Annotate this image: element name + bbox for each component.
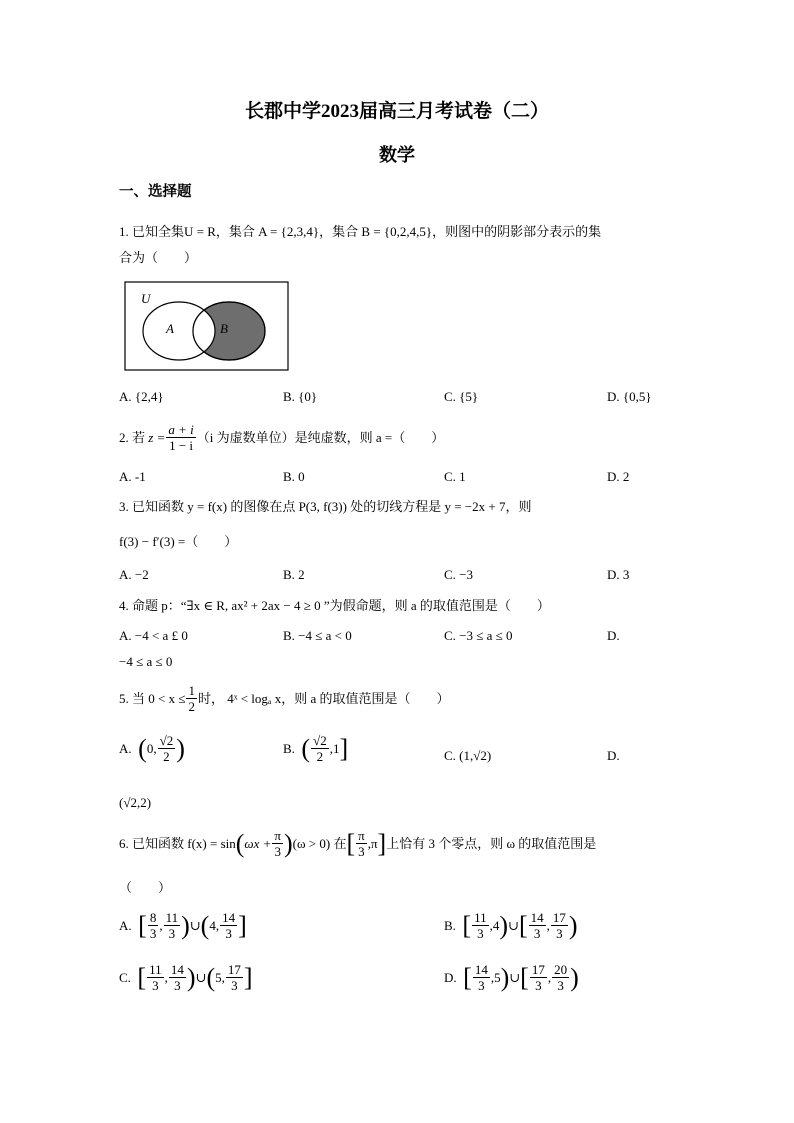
- q6-d-frac3: [530, 962, 547, 993]
- q6-c-p3: 5,: [215, 969, 225, 985]
- q6-d-n1: 14: [474, 962, 488, 977]
- q6-range-frac-num: π: [358, 828, 365, 843]
- q6-option-a-label: A.: [119, 917, 132, 933]
- q1-stem-line1: 1. 已知全集U = R，集合 A = {2,3,4}，集合 B = {0,2,4,5}，则图中的阴影部分表示的集: [119, 224, 602, 239]
- q5-option-d-value: (√2,2): [119, 795, 152, 810]
- venn-label-b: B: [220, 321, 228, 336]
- q5-option-d-label: D.: [607, 748, 620, 763]
- q6-option-d: D. [ $\frac{14}{3}$ ,5 ) ∪ [ $\frac{17}{3}$ , $\frac{20}{3}$ ): [444, 962, 579, 993]
- q2-z: z =: [148, 429, 166, 445]
- q6-c-frac3: [226, 962, 243, 993]
- q6-b-n3: 14: [530, 910, 544, 925]
- q1-option-b: B. {0}: [283, 389, 318, 404]
- q2-fraction: [166, 422, 195, 453]
- q3-stem-line1: 3. 已知函数 y = f(x) 的图像在点 P(3, f(3)) 处的切线方程是 y = −2x + 7，则: [119, 499, 532, 514]
- q6-range-frac-den: 3: [358, 844, 365, 859]
- q6-option-b-label: B.: [444, 917, 456, 933]
- q6-option-c: C. [ $\frac{11}{3}$ , $\frac{14}{3}$ ) ∪ ( 5, $\frac{17}{3}$ ]: [119, 962, 253, 993]
- q2-option-b: B. 0: [283, 469, 305, 484]
- q6-a-frac3: [220, 910, 237, 941]
- q6-a-n3: 14: [222, 910, 236, 925]
- q6-inner: ωx +: [244, 835, 272, 851]
- q6-d-frac1: [473, 962, 490, 993]
- q2-frac-den: 1 − i: [169, 438, 194, 453]
- q6-c-n2: 14: [170, 962, 184, 977]
- q6-stem-line2: （ ）: [119, 880, 172, 895]
- q2-option-a: A. -1: [119, 469, 146, 484]
- q6-d-d4: 3: [557, 978, 564, 993]
- q6-a-d3: 3: [225, 926, 232, 941]
- q1-option-d: D. {0,5}: [607, 389, 652, 404]
- q2-option-c: C. 1: [444, 469, 466, 484]
- q5-option-c: C. (1,√2): [444, 748, 492, 763]
- q6-suffix: 上恰有 3 个零点，则 ω 的取值范围是: [386, 835, 597, 851]
- q2-stem: [119, 422, 444, 453]
- q6-a-d1: 3: [149, 926, 157, 941]
- q6-b-n4: 17: [552, 910, 566, 925]
- q6-range-frac: [356, 828, 367, 859]
- q3-option-d: D. 3: [607, 567, 630, 582]
- q5-option-a-pre: 0,: [146, 740, 157, 756]
- q1-option-c: C. {5}: [444, 389, 479, 404]
- q4-option-a: A. −4 < a £ 0: [119, 628, 188, 643]
- q5-option-a-num: √2: [159, 733, 174, 748]
- q6-b-p2: ,4: [489, 917, 500, 933]
- q1-stem-line2: 合为（ ）: [119, 250, 198, 265]
- q4-option-c: C. −3 ≤ a ≤ 0: [444, 628, 513, 643]
- q5-frac-den: 2: [188, 699, 195, 714]
- q5-option-b-label: B.: [283, 740, 295, 756]
- q6-d-d3: 3: [535, 978, 542, 993]
- q5-fraction: [186, 683, 197, 714]
- q2-frac-num: a + i: [168, 422, 194, 437]
- q6-d-n4: 20: [554, 962, 568, 977]
- q6-inner-frac: [272, 828, 283, 859]
- q5-suffix: 时， 4ˣ < logₐ x，则 a 的取值范围是（ ）: [197, 690, 450, 706]
- q6-c-frac2: [169, 962, 186, 993]
- q6-c-d3: 3: [231, 978, 238, 993]
- q6-b-frac4: [551, 910, 568, 941]
- q6-b-d1: 3: [477, 926, 484, 941]
- q6-c-n1: 11: [149, 962, 162, 977]
- exam-title: 长郡中学2023届高三月考试卷（二）: [244, 101, 549, 122]
- q6-a-d2: 3: [168, 926, 176, 941]
- q6-condition: (ω > 0) 在: [292, 835, 347, 851]
- q3-stem-line2: f(3) − f′(3) =（ ）: [119, 534, 238, 549]
- q4-option-b: B. −4 ≤ a < 0: [283, 628, 352, 643]
- section-heading: 一、选择题: [119, 184, 192, 200]
- q6-b-frac1: [472, 910, 489, 941]
- q5-stem: [119, 683, 450, 714]
- q6-d-n3: 17: [531, 962, 545, 977]
- q6-c-n3: 17: [227, 962, 241, 977]
- q6-c-d2: 3: [174, 978, 181, 993]
- q6-d-p2: ,5: [490, 969, 501, 985]
- q6-d-frac4: [552, 962, 569, 993]
- q6-c-d1: 3: [152, 978, 159, 993]
- q3-option-b: B. 2: [283, 567, 305, 582]
- q5-frac-num: 1: [188, 683, 195, 698]
- q5-option-b-den: 2: [316, 749, 324, 764]
- q5-option-b-frac: [311, 733, 329, 764]
- q5-option-b-post: ,1: [329, 740, 340, 756]
- q6-a-n2: 11: [165, 910, 179, 925]
- q6-inner-frac-num: π: [274, 828, 281, 843]
- q6-b-frac3: [529, 910, 546, 941]
- q1-option-a: A. {2,4}: [119, 389, 164, 404]
- venn-diagram: [124, 281, 290, 371]
- q6-b-n1: 11: [474, 910, 487, 925]
- q5-option-b-num: √2: [313, 733, 327, 748]
- q2-prefix: 2. 若: [119, 429, 146, 445]
- q6-stem: 6. 已知函数 f(x) = sin ( ωx + $\frac{\pi}{3}$ ) (ω > 0) 在 [ $\frac{\pi}{3}$ ,π ] 上恰有 3 个零点，则 ω 的取值范围是: [119, 828, 597, 859]
- q6-b-d4: 3: [556, 926, 563, 941]
- q6-inner-frac-den: 3: [274, 844, 281, 859]
- q4-option-d-value: −4 ≤ a ≤ 0: [119, 654, 173, 669]
- q5-option-b: B. ( $\frac{√2}{2}$ ,1 ]: [283, 733, 349, 764]
- q6-option-b: B. [ $\frac{11}{3}$ ,4 ) ∪ [ $\frac{14}{3}$ , $\frac{17}{3}$ ): [444, 910, 578, 941]
- venn-label-u: U: [141, 291, 151, 306]
- q2-option-d: D. 2: [607, 469, 630, 484]
- q6-option-c-label: C.: [119, 969, 131, 985]
- q4-stem: 4. 命题 p：“∃x ∈ R, ax² + 2ax − 4 ≥ 0 ”为假命题，则 a 的取值范围是（ ）: [119, 598, 550, 613]
- q6-c-frac1: [147, 962, 164, 993]
- q5-option-a-frac: [158, 733, 176, 764]
- q5-option-a-den: 2: [163, 749, 170, 764]
- q3-option-a: A. −2: [119, 567, 149, 582]
- q5-option-a: A. ( 0, $\frac{√2}{2}$ ): [119, 733, 185, 764]
- q3-option-c: C. −3: [444, 567, 474, 582]
- q6-option-d-label: D.: [444, 969, 457, 985]
- q6-option-a: A. [ $\frac{8}{3}$ , $\frac{11}{3}$ ) ∪ ( 4, $\frac{14}{3}$ ]: [119, 910, 247, 941]
- q4-option-d-label: D.: [607, 628, 620, 643]
- q5-prefix: 5. 当 0 < x ≤: [119, 690, 186, 706]
- q6-a-p3: 4,: [209, 917, 220, 933]
- q6-d-d1: 3: [478, 978, 485, 993]
- q6-a-frac2: [164, 910, 181, 941]
- q2-suffix: （i 为虚数单位）是纯虚数，则 a =（ ）: [196, 429, 445, 445]
- q5-option-a-label: A.: [119, 740, 132, 756]
- q6-range-post: ,π: [367, 835, 378, 851]
- q6-b-d3: 3: [533, 926, 541, 941]
- q6-a-frac1: [148, 910, 159, 941]
- q6-prefix: 6. 已知函数 f(x) = sin: [119, 835, 236, 851]
- exam-subject: 数学: [379, 145, 415, 165]
- q6-a-n1: 8: [149, 910, 157, 925]
- venn-label-a: A: [166, 321, 174, 336]
